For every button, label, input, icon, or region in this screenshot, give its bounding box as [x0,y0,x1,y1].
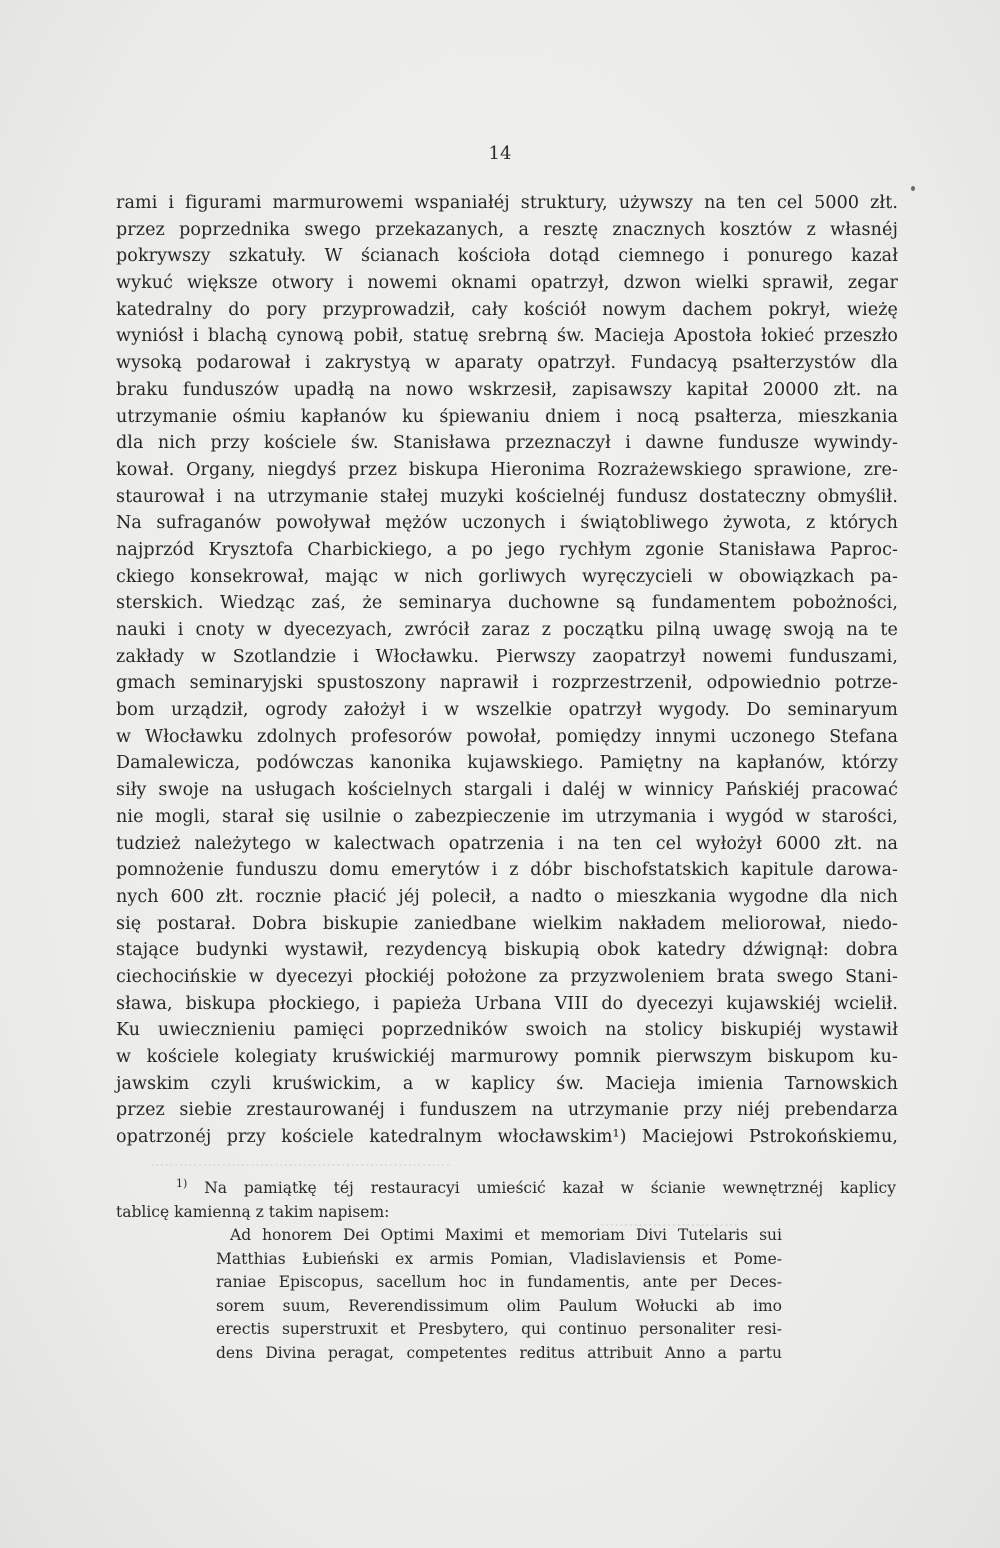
inscription-quote [216,1224,782,1366]
footnote [116,1177,896,1224]
inscription-line: dens Divina peragat, competentes reditus attribuit Anno a partu [216,1343,782,1362]
footnote-line: tablicę kamienną z takim napisem: [116,1202,390,1221]
text-line: Damalewicza, podówczas kanonika kujawskiego. Pamiętny na kapłanów, którzy [116,753,898,774]
text-line: ciechocińskie w dyecezyi płockiéj położone za przyzwoleniem brata swego Stani- [116,966,898,987]
show-through-text: ............................................................... [150,1152,451,1170]
inscription-line: Ad honorem Dei Optimi Maximi et memoriam Divi Tutelaris sui [230,1226,782,1244]
inscription-line: sorem suum, Reverendissimum olim Paulum Wołucki ab imo [216,1296,782,1315]
text-line: nych 600 złt. rocznie płacić jéj polecił, a nadto o mieszkania wygodne dla nich [116,886,898,907]
text-line: najprzód Krysztofa Charbickiego, a po jego rychłym zgonie Stanisława Paproc- [116,539,898,560]
text-line: zakłady w Szotlandzie i Włocławku. Pierwszy zaopatrzył nowemi funduszami, [116,646,898,667]
inscription-line: erectis superstruxit et Presbytero, qui continuo personaliter resi- [216,1320,782,1339]
text-line: gmach seminaryjski spustoszony naprawił i rozprzestrzenił, odpowiednio potrze- [116,673,898,694]
text-line: ckiego konsekrował, mając w nich gorliwych wyręczycieli w obowiązkach pa- [116,566,898,587]
text-line: kował. Organy, niegdyś przez biskupa Hieronima Rozrażewskiego sprawione, zre- [116,459,898,480]
text-line: wykuć większe otwory i nowemi oknami opatrzył, dzwon wielki sprawił, zegar [116,273,898,294]
footnote-line [116,1177,896,1201]
text-line: w Włocławku zdolnych profesorów powołał, pomiędzy innymi uczonego Stefana [116,726,898,747]
text-line: braku funduszów upadłą na nowo wskrzesił, zapisawszy kapitał 20000 złt. na [116,379,898,400]
text-line: pomnożenie funduszu domu emerytów i z dóbr bischofstatskich kapitule darowa- [116,860,898,881]
text-line: przez poprzednika swego przekazanych, a resztę znacznych kosztów z własnéj [116,219,898,240]
text-line: sterskich. Wiedząc zaś, że seminarya duchowne są fundamentem pobożności, [116,593,898,614]
text-line: sława, biskupa płockiego, i papieża Urbana VIII do dyecezyi kujawskiéj wcielił. [116,993,898,1014]
text-line: pokrywszy szkatuły. W ścianach kościoła dotąd ciemnego i ponurego kazał [116,246,898,267]
paper-speck [911,186,915,191]
page-number: 14 [488,143,512,164]
text-line: katedralny do pory przyprowadził, cały kościół nowym dachem pokrył, wieżę [116,299,898,320]
inscription-line: raniae Episcopus, sacellum hoc in fundamentis, ante per Deces- [216,1273,782,1292]
text-line: przez siebie zrestaurowanéj i funduszem na utrzymanie przy niéj prebendarza [116,1100,898,1121]
inscription-line: Matthias Łubieński ex armis Pomian, Vladislaviensis et Pome- [216,1249,782,1268]
text-line: tudzież należytego w kalectwach opatrzenia i na ten cel wyłożył 6000 złt. na [116,833,898,854]
show-through-text: ............................. [600,1212,739,1230]
text-line: stające budynki wystawił, rezydencyą biskupią obok katedry dźwignął: dobra [116,940,898,961]
footnote-marker: 1) [176,1176,188,1190]
footnote-text: Na pamiątkę téj restauracyi umieścić kazał w ścianie wewnętrznéj kaplicy [204,1179,896,1197]
text-line: rami i figurami marmurowemi wspaniałéj struktury, używszy na ten cel 5000 złt. [116,193,898,213]
text-line: dla nich przy kościele św. Stanisława przeznaczył i dawne fundusze wywindy- [116,433,898,454]
main-text [116,190,898,1151]
text-line: utrzymanie ośmiu kapłanów ku śpiewaniu dniem i nocą psałterza, mieszkania [116,406,898,427]
text-line: bom urządził, ogrody założył i w wszelkie opatrzył wygody. Do seminaryum [116,700,898,721]
text-line: jawskim czyli kruświckim, a w kaplicy św. Macieja imienia Tarnowskich [116,1073,898,1094]
text-line: Ku uwiecznieniu pamięci poprzedników swoich na stolicy biskupiéj wystawił [116,1020,898,1041]
text-line: nauki i cnoty w dyecezyach, zwrócił zaraz z początku pilną uwagę swoją na te [116,620,898,640]
text-line: wysoką podarował i zakrystyą w aparaty opatrzył. Fundacyą psałterzystów dla [116,353,898,374]
text-line: się postarał. Dobra biskupie zaniedbane wielkim nakładem meliorował, niedo- [116,913,898,934]
text-line: Na sufraganów powoływał mężów uczonych i świątobliwego żywota, z których [116,513,898,534]
text-line: siły swoje na usługach kościelnych stargali i daléj w winnicy Pańskiéj pracować [116,780,898,801]
text-line: w kościele kolegiaty kruświckiéj marmurowy pomnik pierwszym biskupom ku- [116,1047,898,1067]
text-line: staurował i na utrzymanie stałej muzyki kościelnéj fundusz dostateczny obmyślił. [116,486,898,507]
text-line: opatrzonéj przy kościele katedralnym włocławskim¹) Maciejowi Pstrokońskiemu, [116,1127,898,1148]
text-line: nie mogli, starał się usilnie o zabezpieczenie im utrzymania i wygód w starości, [116,806,898,827]
text-line: wyniósł i blachą cynową pobił, statuę srebrną św. Macieja Apostoła łokieć przeszło [116,326,898,347]
